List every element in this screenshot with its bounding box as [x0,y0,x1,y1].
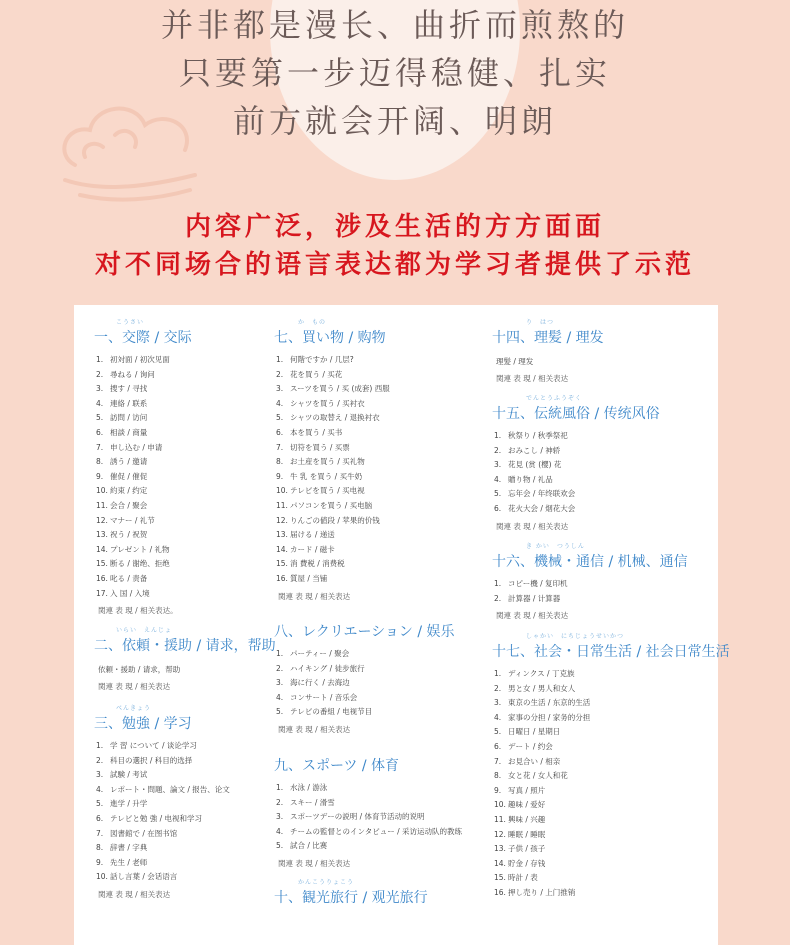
list-item: 16. 質屋 / 当铺 [276,573,328,583]
list-item: 11. 興味 / 兴趣 [494,814,546,824]
list-item: 14. プレゼント / 礼物 [96,544,170,554]
list-item: 13. 祝う / 祝贺 [96,530,148,540]
list-item: 6. テレビと勉 強 / 电视和学习 [96,813,203,823]
highlight-line-2: 对不同场合的语言表达都为学习者提供了示范 [94,250,695,280]
list-item: 1. 初対面 / 初次见面 [96,355,170,364]
list-item: 5. 忘年会 / 年终联欢会 [494,489,576,499]
section-title: いらい えんじょ 二、依頼・援助 / 请求，帮助 [94,627,276,654]
related-expressions: 関連 表 現 / 相关表达 [278,591,351,601]
list-item: 12. 睡眠 / 睡眠 [494,829,546,839]
list-item: 2. ハイキング / 徒步旅行 [276,663,365,673]
section-entry: 依頼・援助 / 请求，帮助 [98,665,181,674]
section-title: こうさい 一、交際 / 交际 [94,319,192,346]
list-item: 2. 花を買う / 买花 [276,369,343,379]
related-expressions: 関連 表 現 / 相关表达 [278,858,351,868]
list-item: 4. シャツを買う / 买衬衣 [276,398,365,408]
list-item: 3. 試験 / 考试 [96,770,148,780]
related-expressions: 関連 表 現 / 相关表达 [496,611,569,621]
section-title: べんきょう 三、勉強 / 学习 [94,705,192,732]
section-item-list [94,739,230,885]
section-title: しゃかい にちじょうせいかつ 十七、社会・日常生活 / 社会日常生活 [492,633,730,660]
related-expressions: 関連 表 現 / 相关表达 [98,682,171,691]
list-item: 3. 東京の生活 / 东京的生活 [494,698,591,708]
list-item: 9. 催促 / 催促 [96,471,148,481]
list-item: 2. 男と女 / 男人和女人 [494,683,576,693]
list-item: 5. 試合 / 比赛 [276,841,328,851]
section-8 [274,611,455,735]
list-item: 8. 女と花 / 女人和花 [494,771,568,781]
list-item: 9. 先生 / 老师 [96,857,148,867]
list-item: 1. ディンクス / 丁克族 [494,669,575,678]
list-item: 15. 断る / 谢绝、拒绝 [96,559,170,569]
list-item: 4. レポート・問題、論文 / 报告、论文 [96,784,230,794]
list-item: 5. 訪問 / 访问 [96,413,148,423]
list-item: 6. 花火大会 / 烟花大会 [494,503,576,513]
section-title: 九、スポーツ / 体育 [274,758,400,774]
quote-line-1: 并非都是漫长、曲折而煎熬的 [160,6,629,44]
list-item: 16. 押し売り / 上门推销 [494,887,576,897]
list-item: 4. 贈り物 / 礼品 [494,474,553,484]
section-9 [274,745,462,869]
list-item: 4. 家事の分担 / 家务的分担 [494,712,591,722]
section-entry: 理髪 / 理发 [496,357,534,366]
list-item: 1. 水泳 / 游泳 [276,783,328,792]
section-10 [274,877,428,907]
list-item: 7. 切符を買う / 买票 [276,442,350,452]
list-item: 13. 子供 / 孩子 [494,844,546,854]
section-title: き かい つうしん 十六、機械・通信 / 机械、通信 [492,543,688,570]
list-item: 10. 話し言葉 / 会话语言 [96,872,178,882]
list-item: 1. パーティー / 聚会 [276,649,350,658]
section-3 [94,703,230,900]
list-item: 9. 牛 乳 を買う / 买牛奶 [276,471,363,481]
list-item: 2. スキー / 滑雪 [276,797,335,807]
section-15 [492,393,660,532]
list-item: 5. 進学 / 升学 [96,799,148,809]
list-item: 2. 科目の選択 / 科目的选择 [96,755,193,765]
list-item: 8. 辞書 / 字典 [96,843,148,853]
quote-line-2: 只要第一步迈得稳健、扎实 [178,54,611,92]
section-title: か もの 七、買い物 / 购物 [274,319,386,346]
section-1 [94,317,192,616]
list-item: 3. スーツを買う / 买 (成套) 西服 [276,384,390,394]
list-item: 14. カード / 磁卡 [276,544,335,554]
list-item: 7. 申し込む / 申请 [96,442,163,452]
section-item-list [492,429,660,517]
list-item: 5. テレビの番組 / 电视节目 [276,707,373,717]
list-item: 3. 捜す / 寻找 [96,384,148,394]
list-item: 12. りんごの値段 / 苹果的价钱 [276,515,380,525]
section-item-list [274,781,462,854]
list-item: 3. 海に行く / 去海边 [276,678,350,688]
section-title: でんとうふうぞく 十五、伝統風俗 / 传统风俗 [492,395,660,422]
list-item: 2. 尋ねる / 询问 [96,369,155,379]
list-item: 2. 計算器 / 计算器 [494,593,561,603]
related-expressions: 関連 表 現 / 相关表达 [496,521,569,531]
list-item: 12. マナー / 礼节 [96,515,155,525]
list-item: 3. スポーツデーの説明 / 体育节活动的说明 [276,812,425,822]
list-item: 11. パソコンを買う / 买电脑 [276,500,373,510]
quote-line-3: 前方就会开阔、明朗 [232,102,557,140]
list-item: 1. 秋祭り / 秋季祭祀 [494,431,568,440]
list-item: 2. おみこし / 神轿 [494,445,561,455]
list-item: 6. デート / 约会 [494,741,553,751]
section-item-list [94,353,192,601]
section-item-list [274,353,390,587]
section-title: 八、レクリエーション / 娱乐 [274,624,455,640]
list-item: 1. コピー機 / 复印机 [494,579,568,588]
related-expressions: 関連 表 現 / 相关表达 [98,889,171,899]
contents-card [74,305,730,945]
list-item: 5. シャツの取替え / 退换衬衣 [276,413,380,423]
list-item: 4. 連絡 / 联系 [96,398,148,408]
list-item: 10. テレビを買う / 买电视 [276,486,365,496]
list-item: 7. お見合い / 相亲 [494,756,561,766]
list-item: 9. 写真 / 照片 [494,785,546,795]
section-7 [274,317,390,602]
list-item: 17. 入 国 / 入境 [96,588,150,598]
related-expressions: 関連 表 現 / 相关表达 [278,724,351,734]
list-item: 8. お土産を買う / 买礼物 [276,457,365,467]
list-item: 8. 誘う / 邀请 [96,457,148,467]
related-expressions: 関連 表 現 / 相关表达 [496,374,569,383]
section-item-list [274,647,455,720]
list-item: 4. チームの監督とのインタビュー / 采访运动队的教练 [276,826,462,836]
section-title: かんこうりょこう 十、観光旅行 / 观光旅行 [274,879,428,906]
highlight-line-1: 内容广泛，涉及生活的方方面面 [184,212,605,242]
list-item: 10. 趣味 / 爱好 [494,800,546,810]
section-item-list [492,667,730,901]
section-2 [94,625,276,692]
list-item: 1. 何階ですか / 几层? [276,355,354,364]
list-item: 5. 日曜日 / 星期日 [494,727,561,737]
list-item: 7. 図書館で / 在图书馆 [96,828,178,838]
section-17 [492,631,730,901]
list-item: 3. 花見 (赏 (樱) 花 [494,460,562,470]
list-item: 1. 学 習 について / 谈论学习 [96,741,197,750]
list-item: 13. 届ける / 递送 [276,530,335,540]
list-item: 4. コンサート / 音乐会 [276,692,358,702]
list-item: 15. 時計 / 表 [494,873,538,883]
list-item: 6. 相談 / 商量 [96,427,148,437]
section-item-list [492,577,688,606]
list-item: 16. 叱る / 责备 [96,573,148,583]
list-item: 10. 約束 / 约定 [96,486,148,496]
list-item: 14. 貯金 / 存钱 [494,858,546,868]
list-item: 11. 会合 / 聚会 [96,500,148,510]
list-item: 15. 消 費税 / 消费税 [276,559,345,569]
related-expressions: 関連 表 現 / 相关表达。 [98,606,178,616]
section-title: り はつ 十四、理髪 / 理发 [492,319,604,346]
section-16 [492,541,688,621]
list-item: 6. 本を買う / 买书 [276,427,343,437]
section-14 [492,317,604,384]
